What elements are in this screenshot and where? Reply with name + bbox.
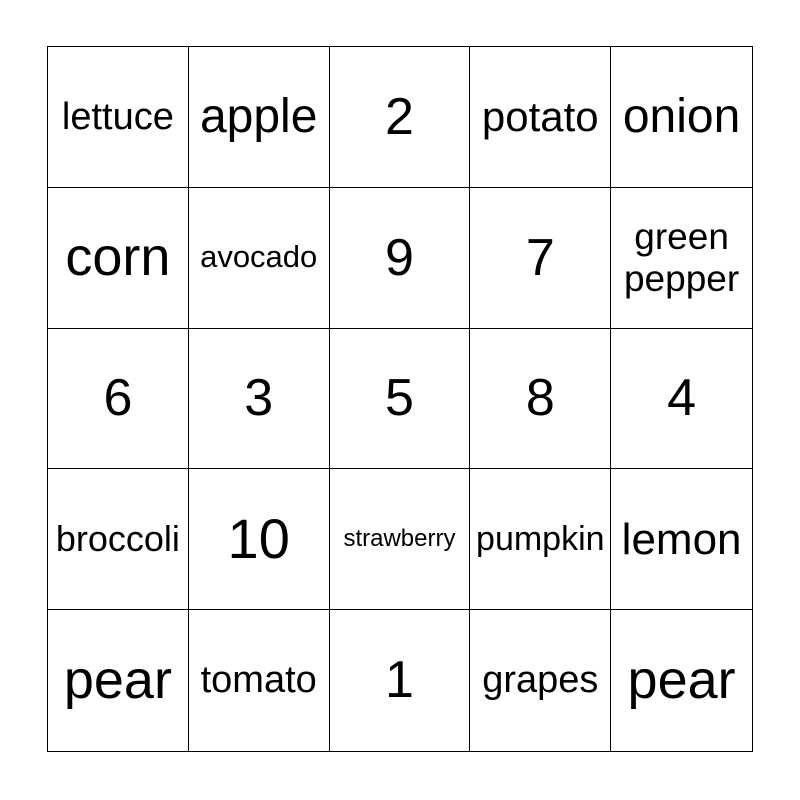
bingo-cell-label: apple [199,90,318,144]
bingo-cell-label: 5 [385,369,414,428]
bingo-cell[interactable] [330,469,471,610]
bingo-cell-label: 2 [385,87,414,146]
bingo-cell-label: corn [65,227,171,288]
bingo-cell-label: potato [481,93,599,141]
bingo-cell[interactable] [48,47,189,188]
bingo-cell[interactable] [611,188,752,329]
bingo-cell-label: lettuce [61,95,174,138]
bingo-cell-label: 4 [667,369,697,428]
bingo-cell-label: broccoli [55,518,180,560]
bingo-cell-label: 7 [525,228,555,287]
bingo-cell[interactable] [189,188,330,329]
bingo-cell[interactable] [330,47,471,188]
bingo-cell-label: grapes [482,659,599,702]
bingo-cell-label: 9 [385,228,414,287]
bingo-cell[interactable] [48,329,189,470]
bingo-cell-label: pear [627,650,736,711]
bingo-cell[interactable] [611,329,752,470]
bingo-cell-label: onion [622,90,741,144]
bingo-cell-label: lemon [621,514,742,564]
bingo-cell-label: pear [63,650,172,711]
bingo-cell[interactable] [470,188,611,329]
bingo-cell[interactable] [470,469,611,610]
bingo-cell-label: tomato [200,659,317,702]
bingo-board [47,46,753,752]
bingo-cell[interactable] [611,610,752,751]
bingo-cell-label: strawberry [343,524,456,552]
bingo-cell-label: 10 [227,506,290,570]
bingo-cell-label: 8 [525,369,555,428]
bingo-cell[interactable] [330,610,471,751]
bingo-cell[interactable] [470,47,611,188]
bingo-cell[interactable] [611,469,752,610]
bingo-cell[interactable] [48,610,189,751]
bingo-cell[interactable] [189,47,330,188]
bingo-cell-label: 3 [244,369,274,428]
bingo-cell[interactable] [189,329,330,470]
bingo-cell[interactable] [330,188,471,329]
bingo-cell-label: 6 [103,369,133,428]
bingo-cell-label: 1 [385,651,414,710]
bingo-cell[interactable] [48,188,189,329]
bingo-cell[interactable] [470,610,611,751]
bingo-cell[interactable] [189,610,330,751]
bingo-cell-label: green pepper [623,216,740,299]
bingo-cell[interactable] [470,329,611,470]
bingo-cell[interactable] [189,469,330,610]
bingo-cell-label: pumpkin [476,520,605,559]
bingo-cell[interactable] [330,329,471,470]
bingo-cell-label: avocado [200,239,318,275]
bingo-cell[interactable] [48,469,189,610]
bingo-cell[interactable] [611,47,752,188]
